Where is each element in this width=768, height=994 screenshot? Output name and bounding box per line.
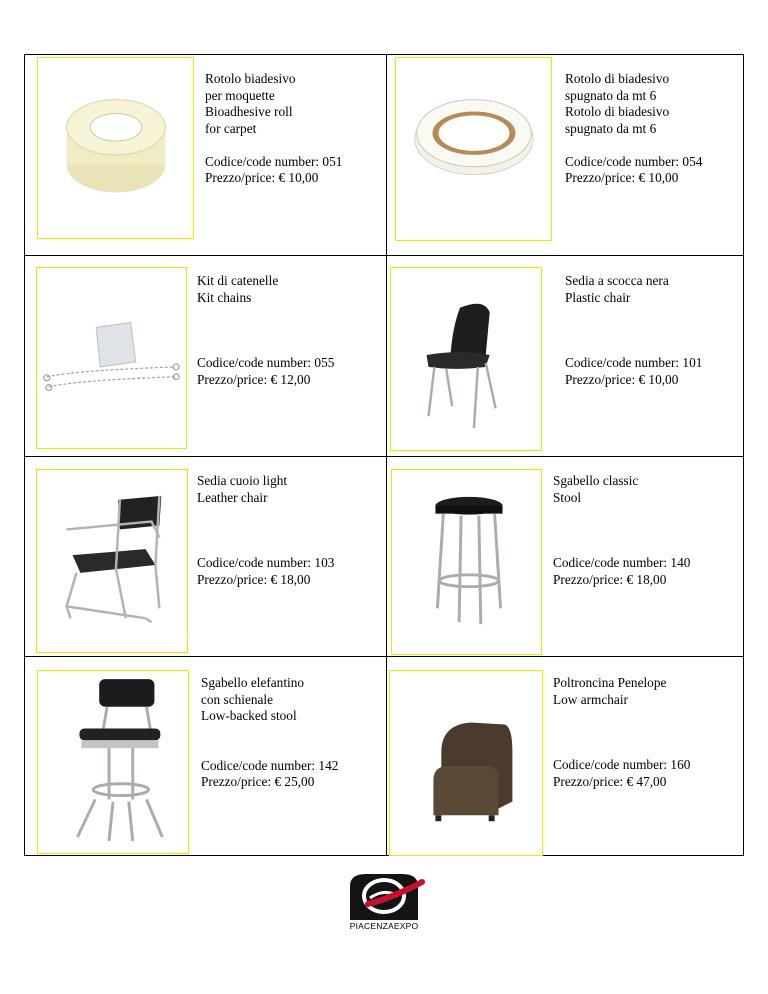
item-101-text bbox=[565, 273, 702, 388]
logo-text: PIACENZAEXPO bbox=[349, 921, 419, 931]
item-description: per moquette bbox=[205, 87, 275, 103]
item-055-text bbox=[197, 273, 334, 388]
classic-stool-icon bbox=[391, 469, 542, 655]
item-code: Codice/code number: 160 bbox=[553, 757, 691, 772]
item-description: Poltroncina Penelope bbox=[553, 675, 667, 690]
item-160-text bbox=[553, 675, 690, 790]
row-divider bbox=[25, 456, 743, 457]
item-code: Codice/code number: 140 bbox=[553, 555, 691, 570]
item-142-text bbox=[201, 675, 338, 791]
item-description: Plastic chair bbox=[565, 289, 631, 305]
item-description: Rotolo biadesivo bbox=[205, 71, 296, 86]
item-description: Rotolo di biadesivo bbox=[565, 71, 670, 86]
leather-chair-icon bbox=[36, 469, 188, 653]
item-description: Rotolo di biadesivo bbox=[565, 104, 670, 119]
item-price: Prezzo/price: € 10,00 bbox=[205, 170, 319, 185]
item-price: Prezzo/price: € 47,00 bbox=[553, 773, 667, 789]
item-description: spugnato da mt 6 bbox=[565, 87, 657, 103]
item-code: Codice/code number: 055 bbox=[197, 355, 335, 370]
item-051-text bbox=[205, 71, 342, 187]
item-description: Sedia a scocca nera bbox=[565, 273, 669, 288]
row-divider bbox=[25, 656, 743, 657]
catalog-table bbox=[24, 54, 744, 856]
plastic-chair-icon bbox=[390, 267, 542, 451]
row-divider bbox=[25, 255, 743, 256]
item-description: Kit di catenelle bbox=[197, 273, 279, 288]
item-description: Sgabello elefantino bbox=[201, 675, 305, 690]
item-price: Prezzo/price: € 10,00 bbox=[565, 371, 679, 387]
backed-stool-icon bbox=[37, 670, 189, 854]
item-description: Sgabello classic bbox=[553, 473, 639, 488]
item-description: Low-backed stool bbox=[201, 708, 297, 723]
item-description: Stool bbox=[553, 489, 582, 505]
item-price: Prezzo/price: € 25,00 bbox=[201, 774, 315, 789]
item-code: Codice/code number: 142 bbox=[201, 757, 339, 773]
chains-kit-icon bbox=[36, 267, 187, 449]
item-description: Sedia cuoio light bbox=[197, 473, 288, 488]
tape-roll-icon bbox=[37, 57, 194, 239]
foam-tape-roll-icon bbox=[395, 57, 552, 241]
item-103-text bbox=[197, 473, 334, 588]
item-price: Prezzo/price: € 18,00 bbox=[197, 571, 311, 587]
item-140-text bbox=[553, 473, 690, 588]
item-description: Leather chair bbox=[197, 489, 268, 505]
item-description: Low armchair bbox=[553, 691, 628, 707]
item-price: Prezzo/price: € 12,00 bbox=[197, 371, 311, 387]
item-code: Codice/code number: 051 bbox=[205, 153, 343, 169]
item-price: Prezzo/price: € 18,00 bbox=[553, 571, 667, 587]
column-divider bbox=[386, 55, 387, 855]
item-description: con schienale bbox=[201, 691, 273, 707]
item-code: Codice/code number: 054 bbox=[565, 153, 703, 169]
item-price: Prezzo/price: € 10,00 bbox=[565, 170, 679, 185]
item-description: Kit chains bbox=[197, 289, 252, 305]
item-description: for carpet bbox=[205, 120, 257, 136]
item-code: Codice/code number: 101 bbox=[565, 355, 703, 370]
item-054-text bbox=[565, 71, 702, 187]
item-code: Codice/code number: 103 bbox=[197, 555, 335, 570]
armchair-icon bbox=[389, 670, 543, 856]
item-description: Bioadhesive roll bbox=[205, 104, 293, 119]
item-description: spugnato da mt 6 bbox=[565, 120, 657, 136]
